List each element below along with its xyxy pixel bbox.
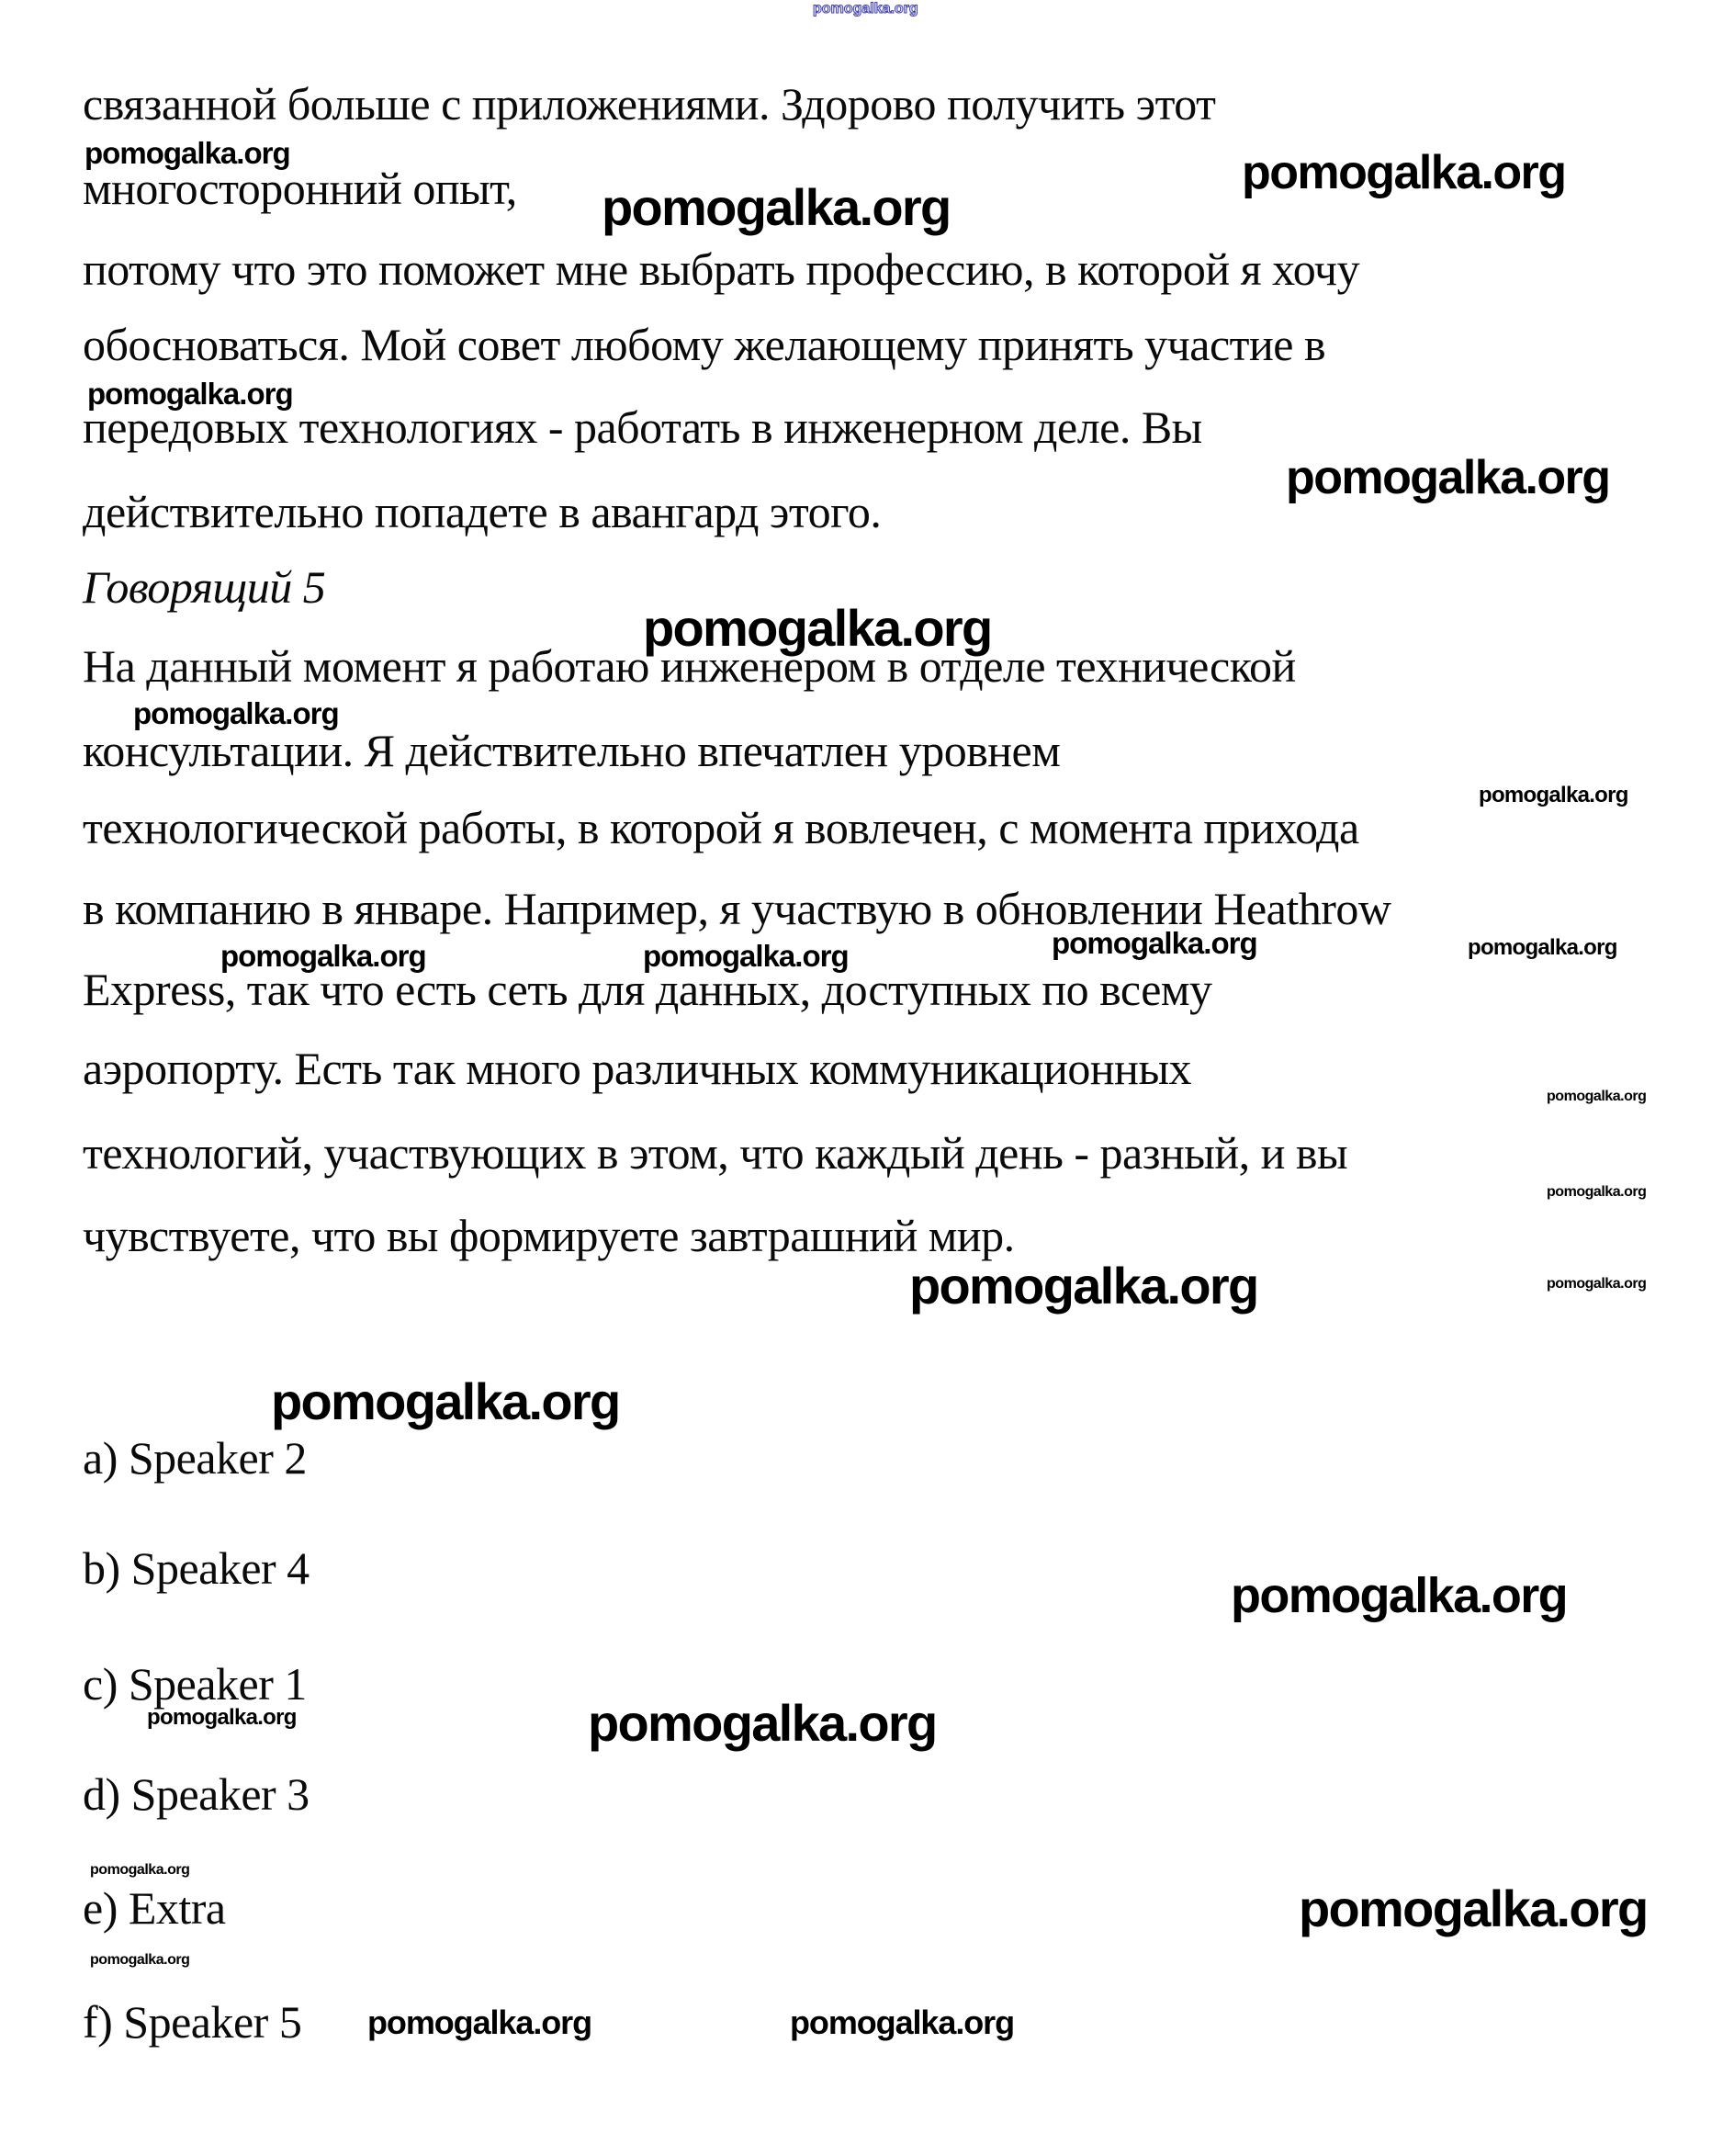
site-watermark: pomogalka.org (643, 939, 849, 973)
site-watermark: pomogalka.org (1479, 783, 1628, 807)
site-watermark: pomogalka.org (1052, 926, 1257, 960)
site-watermark: pomogalka.org (602, 178, 951, 236)
body-line: технологической работы, в которой я вовлечен, с момента прихода (83, 802, 1359, 853)
body-line: в компанию в январе. Например, я участвую в обновлении Heathrow (83, 883, 1391, 934)
site-watermark: pomogalka.org (147, 1705, 297, 1730)
site-watermark: pomogalka.org (90, 1952, 190, 1968)
site-watermark: pomogalka.org (1286, 451, 1610, 504)
body-line: связанной больше с приложениями. Здорово получить этот (83, 78, 1216, 130)
site-watermark: pomogalka.org (643, 599, 992, 657)
answer-option-c: c) Speaker 1 (83, 1658, 307, 1710)
site-watermark-top: pomogalka.org (813, 1, 918, 17)
site-watermark: pomogalka.org (1299, 1879, 1648, 1937)
answer-option-b: b) Speaker 4 (83, 1542, 310, 1594)
site-watermark: pomogalka.org (1231, 1568, 1567, 1623)
site-watermark: pomogalka.org (220, 939, 426, 973)
site-watermark: pomogalka.org (367, 2004, 591, 2041)
body-line: аэропорту. Есть так много различных коммуникационных (83, 1043, 1192, 1094)
site-watermark: pomogalka.org (84, 136, 290, 170)
site-watermark: pomogalka.org (1547, 1089, 1647, 1104)
body-line: обосноваться. Мой совет любому желающему принять участие в (83, 319, 1326, 370)
answer-option-f: f) Speaker 5 (83, 1996, 302, 2048)
answer-option-a: a) Speaker 2 (83, 1432, 307, 1484)
site-watermark: pomogalka.org (1547, 1184, 1647, 1200)
site-watermark: pomogalka.org (909, 1257, 1258, 1315)
body-line: На данный момент я работаю инженером в отделе технической (83, 640, 1296, 692)
body-line: технологий, участвующих в этом, что каждый день - разный, и вы (83, 1127, 1348, 1179)
body-line: передовых технологиях - работать в инженерном деле. Вы (83, 401, 1202, 453)
answer-option-e: e) Extra (83, 1882, 226, 1934)
site-watermark: pomogalka.org (588, 1694, 937, 1752)
body-line: Express, так что есть сеть для данных, доступных по всему (83, 964, 1212, 1015)
body-line: действительно попадете в авангард этого. (83, 486, 882, 537)
site-watermark: pomogalka.org (790, 2004, 1014, 2041)
body-line: чувствуете, что вы формируете завтрашний мир. (83, 1210, 1015, 1261)
site-watermark: pomogalka.org (1468, 935, 1617, 960)
site-watermark: pomogalka.org (1547, 1276, 1647, 1292)
site-watermark: pomogalka.org (133, 696, 339, 730)
body-line: потому что это поможет мне выбрать профессию, в которой я хочу (83, 243, 1360, 295)
body-line: многосторонний опыт, (83, 163, 517, 214)
answer-option-d: d) Speaker 3 (83, 1768, 310, 1820)
site-watermark: pomogalka.org (87, 377, 293, 411)
section-heading: Говорящий 5 (83, 561, 326, 613)
site-watermark: pomogalka.org (1242, 146, 1566, 199)
body-line: консультации. Я действительно впечатлен уровнем (83, 725, 1061, 776)
site-watermark: pomogalka.org (271, 1372, 620, 1430)
site-watermark: pomogalka.org (90, 1862, 190, 1878)
